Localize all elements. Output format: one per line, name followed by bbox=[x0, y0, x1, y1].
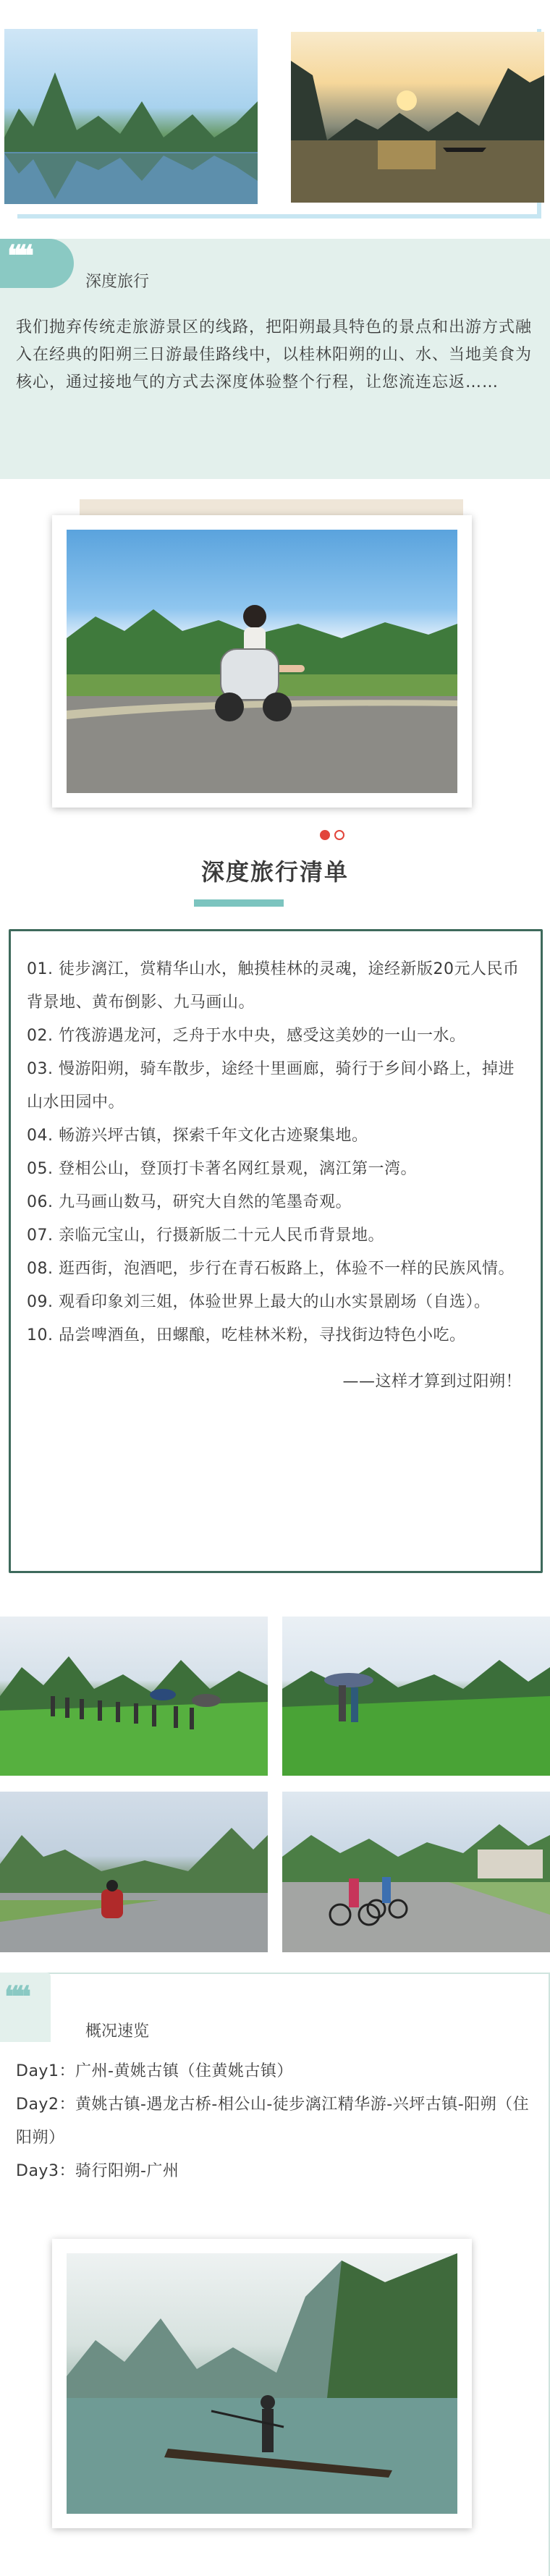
grid-photo-scooter-road bbox=[0, 1792, 268, 1952]
list-item: 09. 观看印象刘三姐，体验世界上最大的山水实景剧场（自选）。 bbox=[27, 1293, 491, 1311]
group-hiking-graphic bbox=[0, 1617, 268, 1776]
checklist-box bbox=[9, 929, 543, 1573]
overview-day-3: Day3：骑行阳朔-广州 bbox=[16, 2162, 179, 2180]
umbrella-walk-graphic bbox=[282, 1617, 550, 1776]
carousel-dot[interactable] bbox=[334, 830, 344, 840]
grid-photo-cycling bbox=[282, 1792, 550, 1952]
grid-photo-umbrella-walk bbox=[282, 1617, 550, 1776]
carousel-dot-active[interactable] bbox=[320, 830, 330, 840]
quote-icon: ❝❝ bbox=[7, 239, 30, 273]
overview-day-2: Day2：黄姚古镇-遇龙古桥-相公山-徒步漓江精华游-兴坪古镇-阳朔（住阳朔） bbox=[16, 2096, 530, 2147]
intro-paragraph: 我们抛弃传统走旅游景区的线路，把阳朔最具特色的景点和出游方式融入在经典的阳朔三日游最佳路线中，以桂林阳朔的山、水、当地美食为核心，通过接地气的方式去深度体验整个行程，让您流连忘返…… bbox=[16, 318, 533, 391]
list-item: 06. 九马画山数马，研究大自然的笔墨奇观。 bbox=[27, 1193, 352, 1211]
intro-title: 深度旅行 bbox=[85, 273, 150, 291]
list-item: 07. 亲临元宝山，行摄新版二十元人民币背景地。 bbox=[27, 1226, 384, 1245]
cycling-graphic bbox=[282, 1792, 550, 1952]
checklist-title: 深度旅行清单 bbox=[200, 858, 349, 886]
banner-photo-left bbox=[4, 29, 258, 204]
scooter-road-graphic bbox=[67, 530, 457, 793]
list-item: 01. 徒步漓江，赏精华山水，触摸桂林的灵魂，途经新版20元人民币背景地、黄布倒影、九马画山。 bbox=[27, 960, 520, 1012]
list-item: 02. 竹筏游遇龙河，乏舟于水中央，感受这美妙的一山一水。 bbox=[27, 1027, 466, 1045]
list-item: 04. 畅游兴坪古镇，探索千年文化古迹聚集地。 bbox=[27, 1127, 368, 1145]
list-item: 08. 逛西街，泡酒吧，步行在青石板路上，体验不一样的民族风情。 bbox=[27, 1260, 515, 1278]
banner-photo-right bbox=[291, 32, 544, 203]
feature-photo-shadow bbox=[80, 499, 463, 515]
sunset-river-graphic bbox=[291, 32, 544, 203]
karst-mountains-graphic bbox=[4, 29, 258, 204]
overview-day-1: Day1：广州-黄姚古镇（住黄姚古镇） bbox=[16, 2062, 293, 2080]
list-item: 10. 品尝啤酒鱼，田螺酿，吃桂林米粉，寻找街边特色小吃。 bbox=[27, 1326, 466, 1344]
overview-title: 概况速览 bbox=[85, 2022, 150, 2041]
scooter-road-small-graphic bbox=[0, 1792, 268, 1952]
bamboo-raft-graphic bbox=[67, 2253, 457, 2514]
raft-photo bbox=[67, 2253, 457, 2514]
feature-photo-scooter bbox=[67, 530, 457, 793]
quote-icon: ❝❝ bbox=[4, 1980, 28, 2014]
checklist-title-underline bbox=[194, 899, 284, 907]
grid-photo-group-hiking bbox=[0, 1617, 268, 1776]
checklist-signoff: ——这样才算到过阳朔！ bbox=[342, 1373, 522, 1391]
overview-days bbox=[16, 2055, 537, 2188]
list-item: 05. 登相公山，登顶打卡著名网红景观，漓江第一湾。 bbox=[27, 1160, 417, 1178]
list-item: 03. 慢游阳朔，骑车散步，途经十里画廊，骑行于乡间小路上，掉进山水田园中。 bbox=[27, 1060, 515, 1111]
